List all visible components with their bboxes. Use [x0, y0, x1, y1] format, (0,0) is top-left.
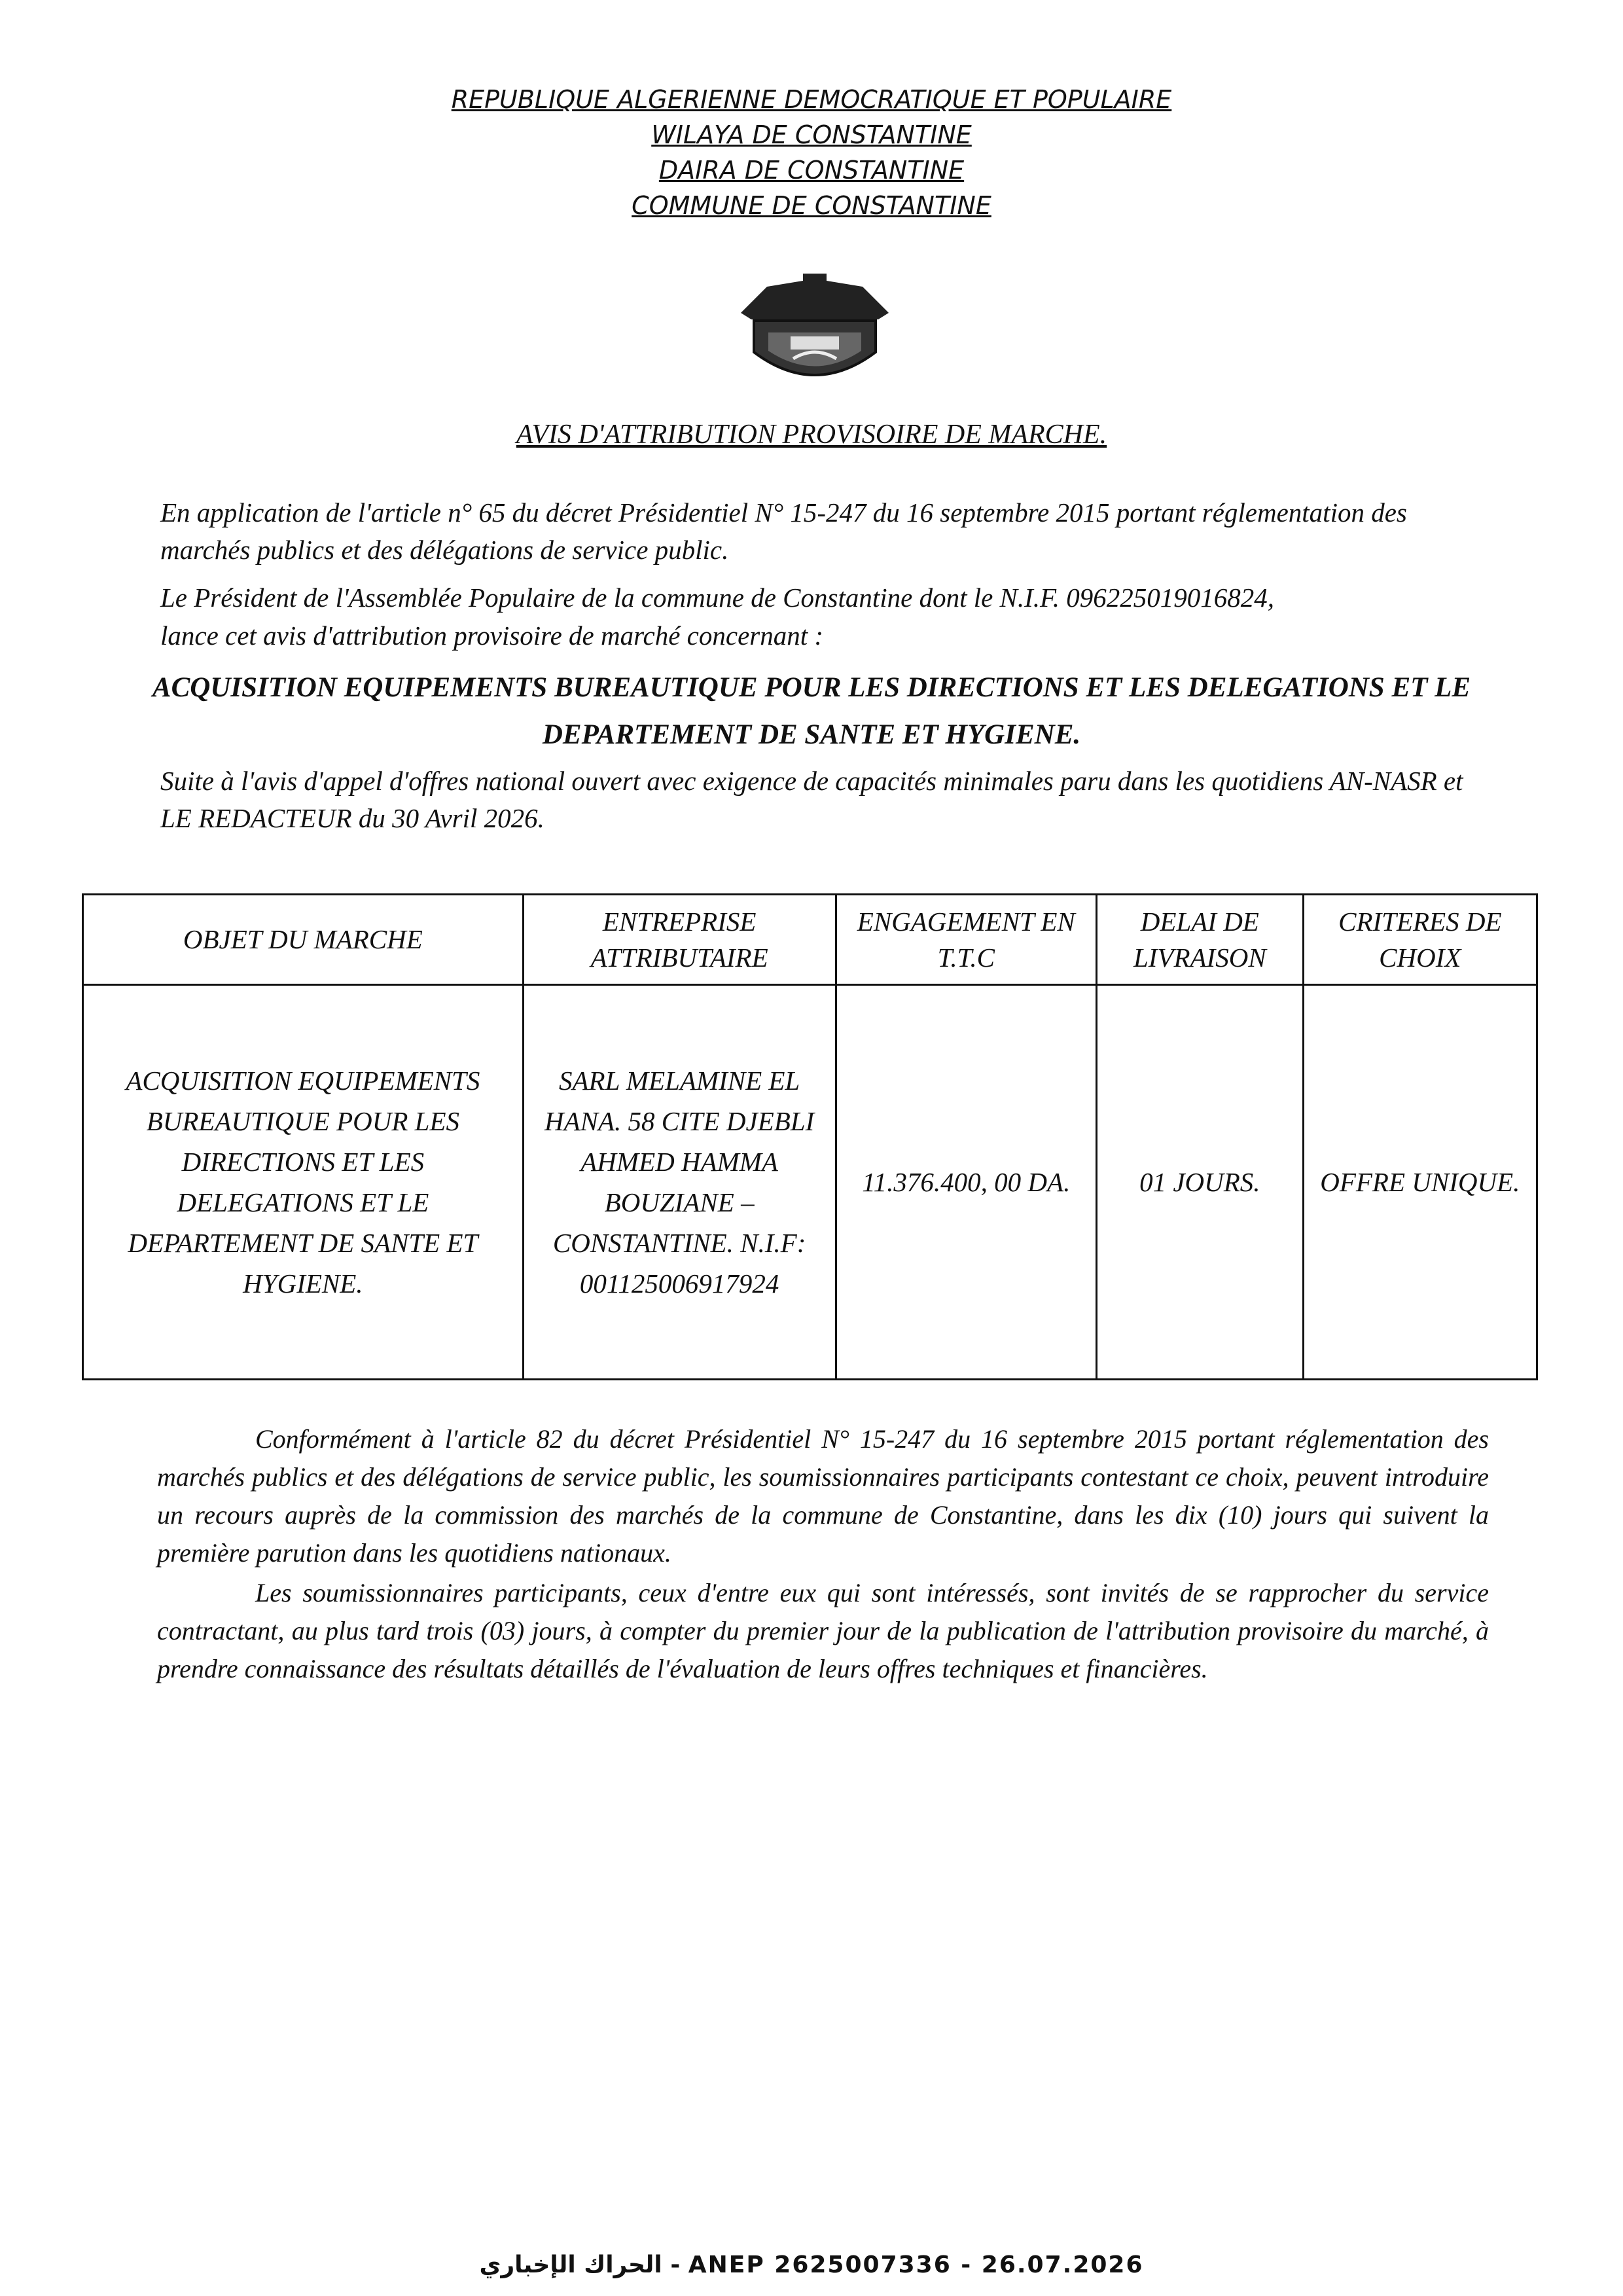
appeal-paragraph: Conformément à l'article 82 du décret Présidentiel N° 15-247 du 16 septembre 2015 portant réglementation des marchés publics et des délégations de service public, les soumissionnaires participants contestant ce choix, peuvent introduire un recours auprès de la commission des marchés de la commune de Constantine, dans les dix (10) jours qui suivent la première parution dans les quotidiens nationaux. — [157, 1424, 1489, 1568]
publication-footer: الحراك الإخباري - ANEP 2625007336 - 26.07.2026 — [479, 2251, 1144, 2278]
city-coat-of-arms-icon — [728, 274, 902, 389]
award-table — [82, 893, 1538, 1380]
notice-title: AVIS D'ATTRIBUTION PROVISOIRE DE MARCHE. — [516, 420, 1107, 450]
cell-entreprise: SARL MELAMINE EL HANA. 58 CITE DJEBLI AHMED HAMMA BOUZIANE – CONSTANTINE. N.I.F: 001125006917924 — [523, 985, 836, 1380]
header-republic: REPUBLIQUE ALGERIENNE DEMOCRATIQUE ET POPULAIRE — [451, 85, 1172, 114]
cell-objet: ACQUISITION EQUIPEMENTS BUREAUTIQUE POUR LES DIRECTIONS ET LES DELEGATIONS ET LE DEPARTEMENT DE SANTE ET HYGIENE. — [83, 985, 524, 1380]
header-objet: OBJET DU MARCHE — [83, 895, 524, 985]
header-entreprise: ENTREPRISE ATTRIBUTAIRE — [523, 895, 836, 985]
cell-engagement: 11.376.400, 00 DA. — [836, 985, 1097, 1380]
market-subject: ACQUISITION EQUIPEMENTS BUREAUTIQUE POUR LES DIRECTIONS ET LES DELEGATIONS ET LE DEPARTEMENT DE SANTE ET HYGIENE. — [152, 672, 1471, 750]
intro-tender-reference: Suite à l'avis d'appel d'offres national ouvert avec exigence de capacités minimales paru dans les quotidiens AN-NASR et LE REDACTEUR du 30 Avril 2026. — [160, 766, 1463, 833]
cell-delai: 01 JOURS. — [1097, 985, 1304, 1380]
header-daira: DAIRA DE CONSTANTINE — [658, 156, 965, 185]
header-criteres: CRITERES DE CHOIX — [1303, 895, 1537, 985]
cell-criteres: OFFRE UNIQUE. — [1303, 985, 1537, 1380]
intro-legal-reference: En application de l'article n° 65 du décret Présidentiel N° 15-247 du 16 septembre 2015 portant réglementation des marchés publics et des délégations de service public. — [160, 497, 1407, 565]
header-engagement: ENGAGEMENT EN T.T.C — [836, 895, 1097, 985]
intro-president-nif: Le Président de l'Assemblée Populaire de la commune de Constantine dont le N.I.F. 096225019016824, — [160, 583, 1275, 613]
intro-launch-notice: lance cet avis d'attribution provisoire de marché concernant : — [160, 620, 824, 651]
header-delai: DELAI DE LIVRAISON — [1097, 895, 1304, 985]
header-commune: COMMUNE DE CONSTANTINE — [632, 191, 991, 220]
table-row — [83, 985, 1537, 1380]
consultation-paragraph: Les soumissionnaires participants, ceux d'entre eux qui sont intéressés, sont invités de se rapprocher du service contractant, au plus tard trois (03) jours, à compter du premier jour de la publication de l'attribution provisoire du marché, à prendre connaissance des résultats détaillés de l'évaluation de leurs offres techniques et financières. — [157, 1578, 1489, 1683]
header-wilaya: WILAYA DE CONSTANTINE — [651, 120, 972, 149]
document-header — [0, 82, 1623, 223]
award-table-header — [83, 895, 1537, 985]
